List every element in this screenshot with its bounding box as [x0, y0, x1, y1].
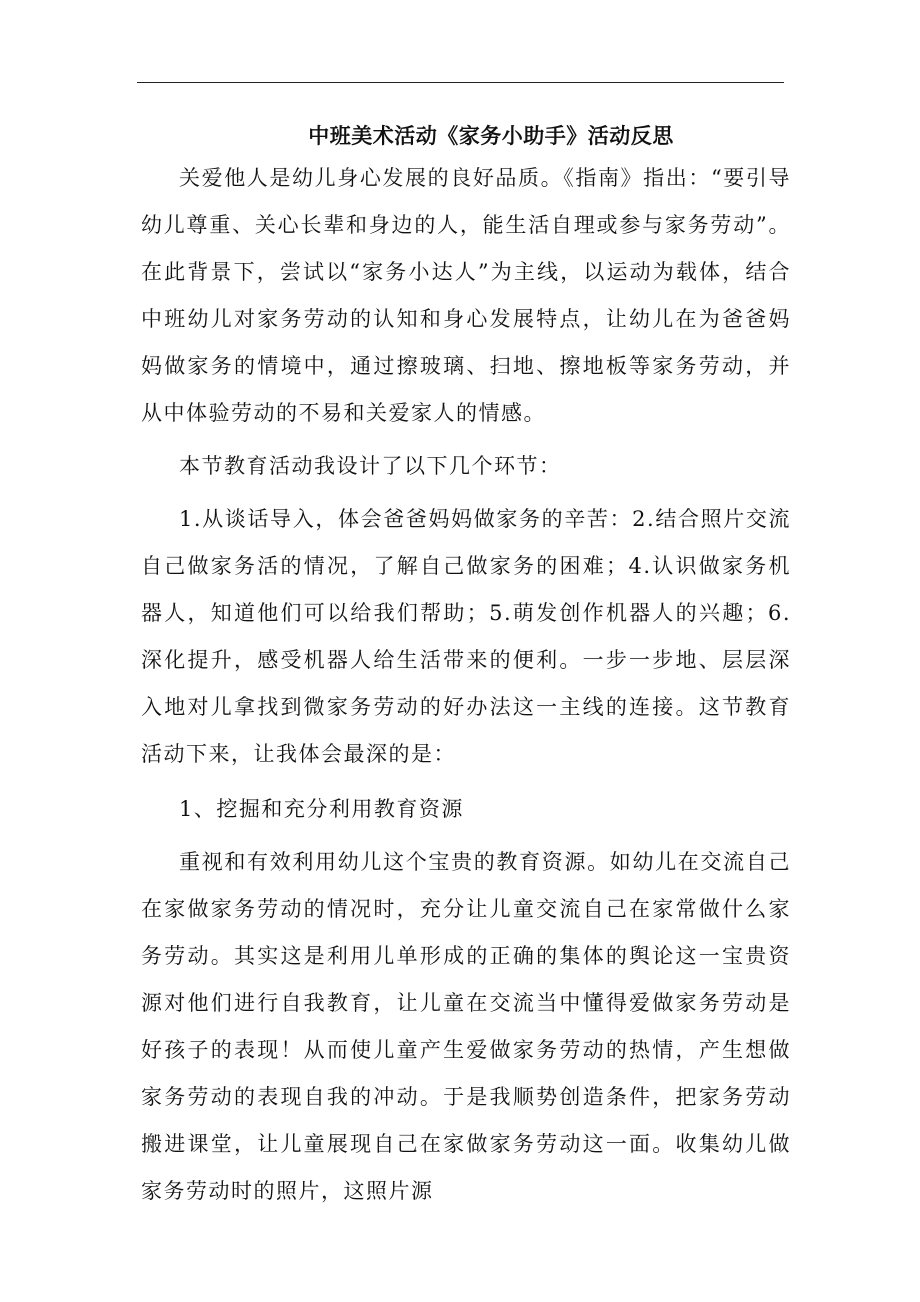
document-title: 中班美术活动《家务小助手》活动反思 [308, 123, 674, 148]
paragraph-steps: 1.从谈话导入，体会爸爸妈妈做家务的辛苦：2.结合照片交流自己做家务活的情况，了解自己做家务的困难；4.认识做家务机器人，知道他们可以给我们帮助；5.萌发创作机器人的兴趣；6.深化提升，感受机器人给生活带来的便利。一步一步地、层层深入地对儿拿找到微家务劳动的好办法这一主线的连接。这节教育活动下来，让我体会最深的是： [141, 507, 791, 766]
section-heading: 1、挖掘和充分利用教育资源 [179, 797, 464, 821]
paragraph-overview: 本节教育活动我设计了以下几个环节： [179, 454, 562, 478]
header-rule [137, 82, 784, 83]
document-body [141, 117, 791, 1215]
paragraph-intro: 关爱他人是幼儿身心发展的良好品质。《指南》指出：“要引导幼儿尊重、关心长辈和身边的人，能生活自理或参与家务劳动”。在此背景下，尝试以“家务小达人”为主线，以运动为载体，结合中班幼儿对家务劳动的认知和身心发展特点，让幼儿在为爸爸妈妈做家务的情境中，通过擦玻璃、扫地、擦地板等家务劳动，并从中体验劳动的不易和关爱家人的情感。 [141, 166, 791, 425]
paragraph-section-body: 重视和有效利用幼儿这个宝贵的教育资源。如幼儿在交流自己在家做家务劳动的情况时，充分让儿童交流自己在家常做什么家务劳动。其实这是利用儿单形成的正确的集体的舆论这一宝贵资源对他们进行自我教育，让儿童在交流当中懂得爱做家务劳动是好孩子的表现！从而使儿童产生爱做家务劳动的热情，产生想做家务劳动的表现自我的冲动。于是我顺势创造条件，把家务劳动搬进课堂，让儿童展现自己在家做家务劳动这一面。收集幼儿做家务劳动时的照片，这照片源 [141, 850, 791, 1203]
